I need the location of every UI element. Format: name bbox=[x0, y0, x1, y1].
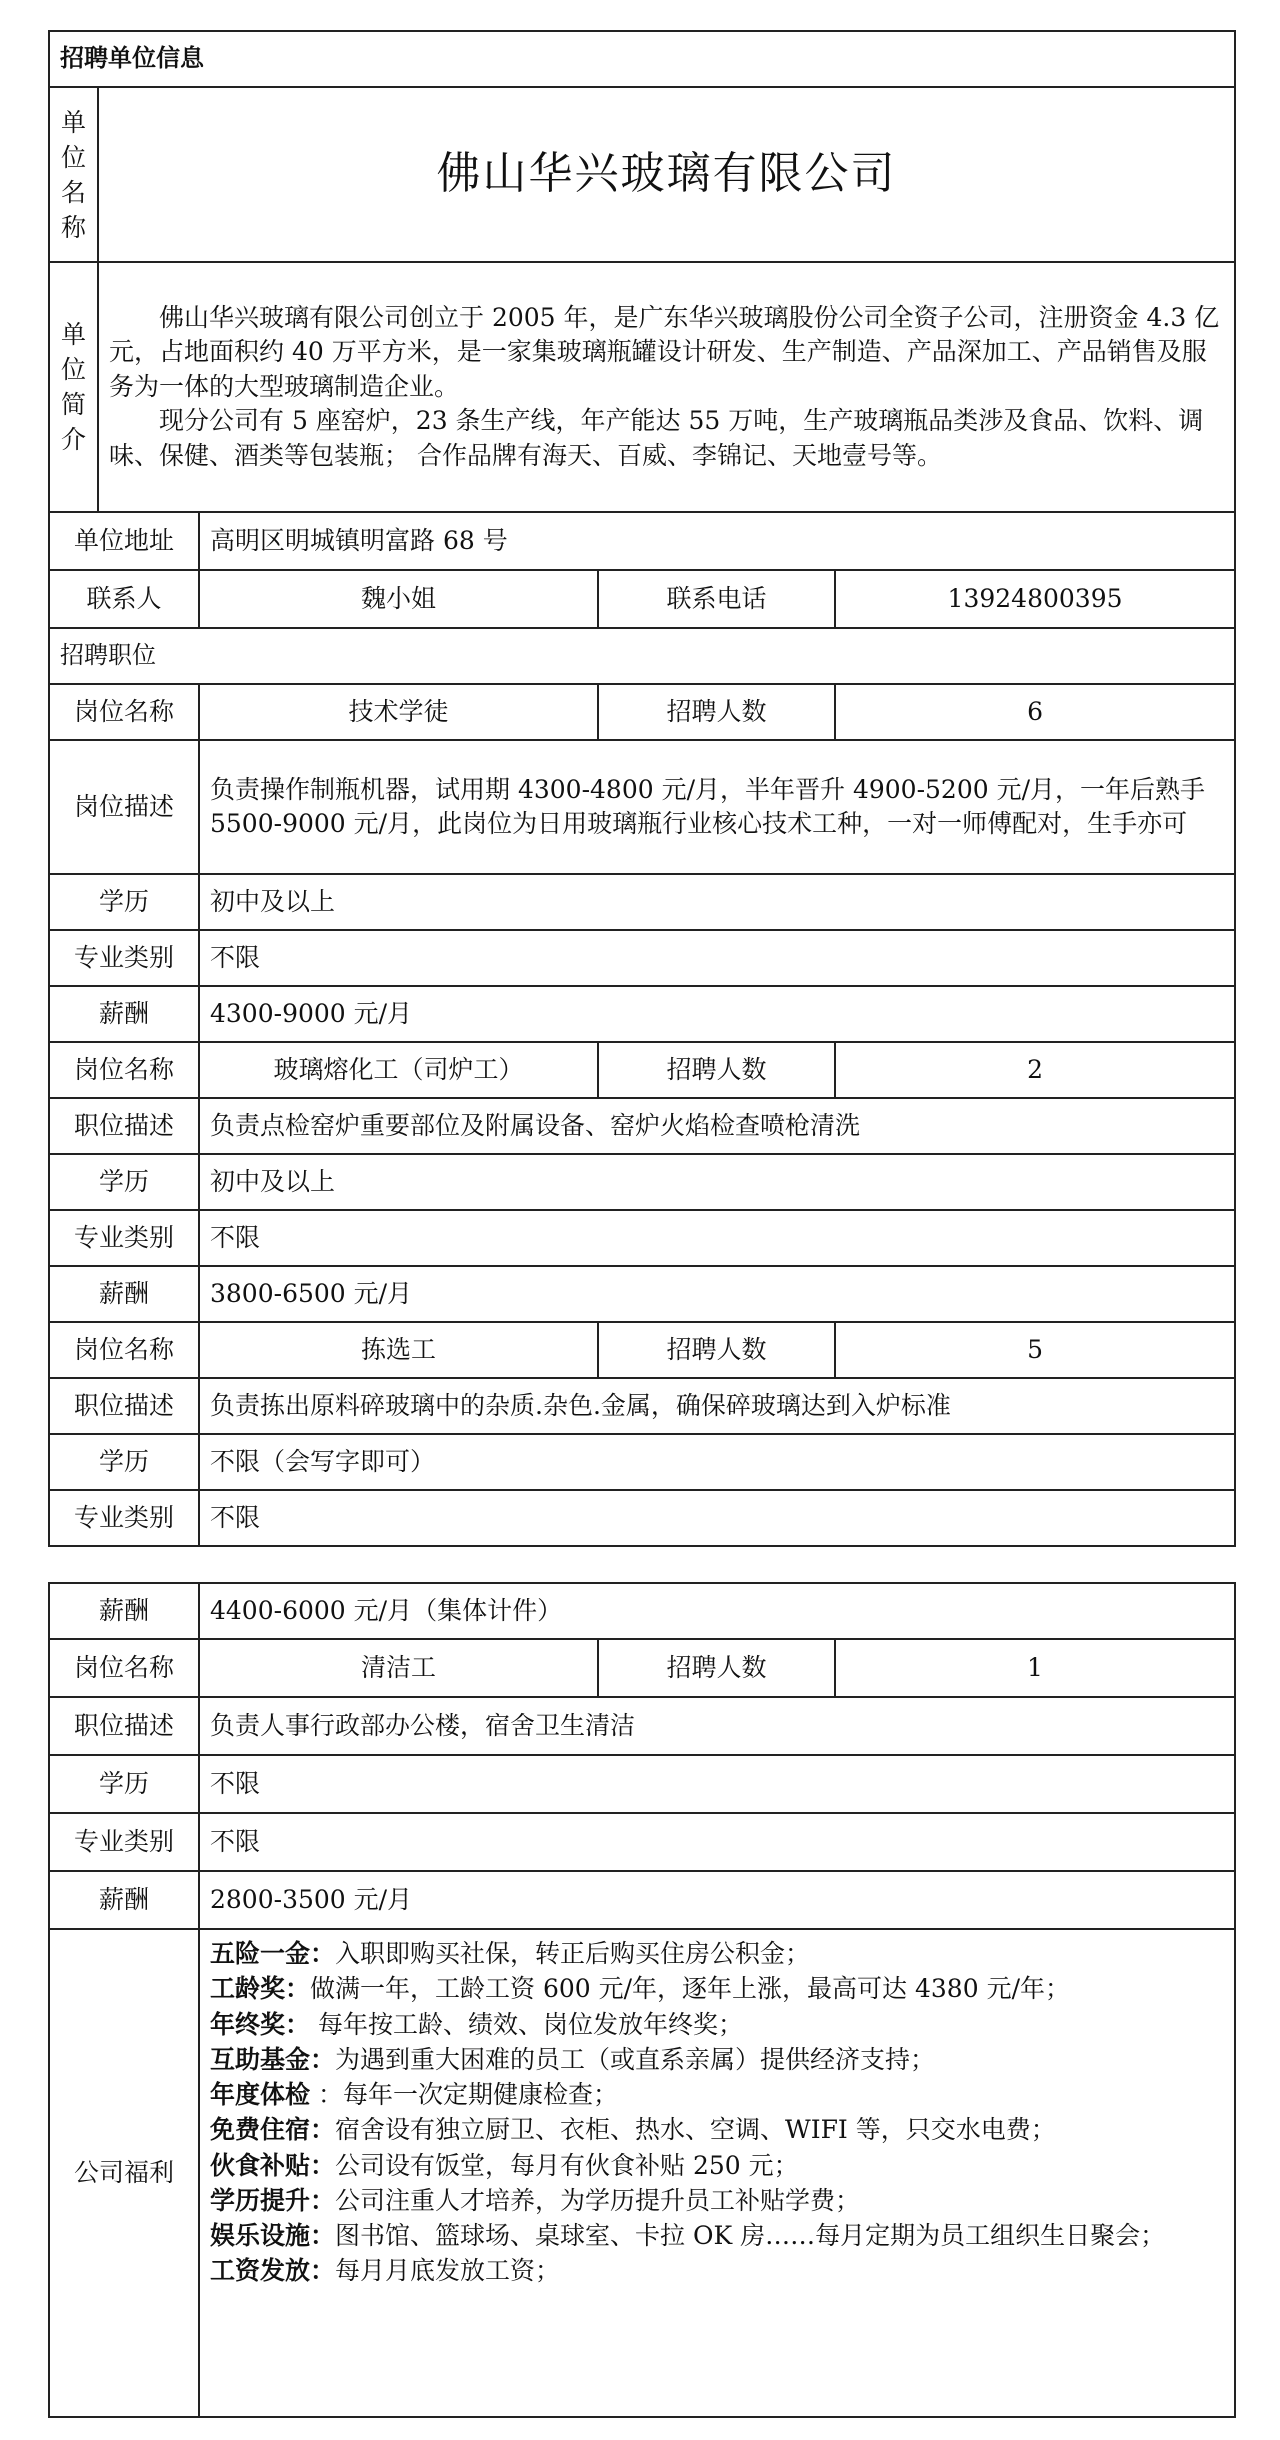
benefits-label: 公司福利 bbox=[49, 1929, 199, 2417]
position-name-value: 技术学徒 bbox=[199, 684, 598, 740]
benefit-item: 学历提升：公司注重人才培养，为学历提升员工补贴学费； bbox=[210, 2185, 861, 2215]
major-value: 不限 bbox=[199, 1210, 1235, 1266]
major-value: 不限 bbox=[199, 1813, 1235, 1871]
major-label: 专业类别 bbox=[49, 930, 199, 986]
education-value: 不限 bbox=[199, 1755, 1235, 1813]
headcount-label: 招聘人数 bbox=[598, 1322, 835, 1378]
education-label: 学历 bbox=[49, 1154, 199, 1210]
address-label: 单位地址 bbox=[49, 512, 199, 570]
education-value: 初中及以上 bbox=[199, 874, 1235, 930]
company-name: 佛山华兴玻璃有限公司 bbox=[98, 87, 1235, 262]
benefits-list bbox=[199, 1929, 1235, 2417]
position-name-label: 岗位名称 bbox=[49, 1639, 199, 1697]
position-name-value: 清洁工 bbox=[199, 1639, 598, 1697]
benefit-item: 伙食补贴：公司设有饭堂，每月有伙食补贴 250 元； bbox=[210, 2150, 799, 2180]
salary-value: 2800-3500 元/月 bbox=[199, 1871, 1235, 1929]
company-intro bbox=[98, 262, 1235, 512]
education-label: 学历 bbox=[49, 874, 199, 930]
salary-value: 4300-9000 元/月 bbox=[199, 986, 1235, 1042]
recruitment-table-page-1 bbox=[48, 30, 1236, 1547]
headcount-label: 招聘人数 bbox=[598, 1639, 835, 1697]
salary-value: 4400-6000 元/月（集体计件） bbox=[199, 1583, 1235, 1639]
job-description-label: 岗位描述 bbox=[49, 740, 199, 874]
major-value: 不限 bbox=[199, 930, 1235, 986]
salary-value: 3800-6500 元/月 bbox=[199, 1266, 1235, 1322]
major-label: 专业类别 bbox=[49, 1490, 199, 1546]
contact-label: 联系人 bbox=[49, 570, 199, 628]
benefit-item: 工龄奖：做满一年，工龄工资 600 元/年，逐年上涨，最高可达 4380 元/年； bbox=[210, 1974, 1070, 2004]
benefit-item: 互助基金：为遇到重大困难的员工（或直系亲属）提供经济支持； bbox=[210, 2044, 936, 2074]
job-description-label: 职位描述 bbox=[49, 1697, 199, 1755]
company-name-label: 单 位 名 称 bbox=[49, 87, 98, 262]
section-title-positions: 招聘职位 bbox=[49, 628, 1235, 684]
phone-label: 联系电话 bbox=[598, 570, 835, 628]
benefit-item: 年度体检 ：每年一次定期健康检查； bbox=[210, 2080, 618, 2109]
headcount-value: 2 bbox=[835, 1042, 1235, 1098]
position-name-value: 玻璃熔化工（司炉工） bbox=[199, 1042, 598, 1098]
education-value: 初中及以上 bbox=[199, 1154, 1235, 1210]
headcount-label: 招聘人数 bbox=[598, 1042, 835, 1098]
section-title-company-info: 招聘单位信息 bbox=[49, 31, 1235, 87]
position-name-label: 岗位名称 bbox=[49, 1042, 199, 1098]
job-description-value: 负责拣出原料碎玻璃中的杂质.杂色.金属，确保碎玻璃达到入炉标准 bbox=[199, 1378, 1235, 1434]
headcount-value: 5 bbox=[835, 1322, 1235, 1378]
education-label: 学历 bbox=[49, 1434, 199, 1490]
job-description-value: 负责点检窑炉重要部位及附属设备、窑炉火焰检查喷枪清洗 bbox=[199, 1098, 1235, 1154]
headcount-label: 招聘人数 bbox=[598, 684, 835, 740]
job-description-label: 职位描述 bbox=[49, 1098, 199, 1154]
benefit-item: 工资发放：每月月底发放工资； bbox=[210, 2256, 561, 2286]
job-description-value: 负责操作制瓶机器，试用期 4300-4800 元/月，半年晋升 4900-5200 元/月，一年后熟手 5500-9000 元/月，此岗位为日用玻璃瓶行业核心技术工种，一对一师傅配对，生手亦可 bbox=[199, 740, 1235, 874]
salary-label: 薪酬 bbox=[49, 986, 199, 1042]
address-value: 高明区明城镇明富路 68 号 bbox=[199, 512, 1235, 570]
position-name-label: 岗位名称 bbox=[49, 684, 199, 740]
major-label: 专业类别 bbox=[49, 1210, 199, 1266]
major-label: 专业类别 bbox=[49, 1813, 199, 1871]
salary-label: 薪酬 bbox=[49, 1266, 199, 1322]
major-value: 不限 bbox=[199, 1490, 1235, 1546]
headcount-value: 1 bbox=[835, 1639, 1235, 1697]
position-name-label: 岗位名称 bbox=[49, 1322, 199, 1378]
recruitment-table-page-2 bbox=[48, 1582, 1236, 2418]
education-value: 不限（会写字即可） bbox=[199, 1434, 1235, 1490]
benefit-item: 五险一金：入职即购买社保，转正后购买住房公积金； bbox=[210, 1939, 811, 1968]
contact-value: 魏小姐 bbox=[199, 570, 598, 628]
benefit-item: 娱乐设施：图书馆、篮球场、桌球室、卡拉 OK 房……每月定期为员工组织生日聚会； bbox=[210, 2221, 1166, 2250]
job-description-value: 负责人事行政部办公楼，宿舍卫生清洁 bbox=[199, 1697, 1235, 1755]
company-intro-label: 单 位 简 介 bbox=[49, 262, 98, 512]
benefit-item: 年终奖： 每年按工龄、绩效、岗位发放年终奖； bbox=[210, 2009, 743, 2039]
education-label: 学历 bbox=[49, 1755, 199, 1813]
intro-paragraph: 佛山华兴玻璃有限公司创立于 2005 年，是广东华兴玻璃股份公司全资子公司，注册资金 4.3 亿元，占地面积约 40 万平方米，是一家集玻璃瓶罐设计研发、生产制造、产品深加工、产品销售及服务为一体的大型玻璃制造企业。 bbox=[109, 302, 1220, 401]
job-description-label: 职位描述 bbox=[49, 1378, 199, 1434]
intro-paragraph: 现分公司有 5 座窑炉，23 条生产线，年产能达 55 万吨，生产玻璃瓶品类涉及食品、饮料、调味、保健、酒类等包装瓶； 合作品牌有海天、百威、李锦记、天地壹号等。 bbox=[109, 406, 1204, 470]
salary-label: 薪酬 bbox=[49, 1583, 199, 1639]
benefit-item: 免费住宿：宿舍设有独立厨卫、衣柜、热水、空调、WIFI 等，只交水电费； bbox=[210, 2115, 1056, 2145]
headcount-value: 6 bbox=[835, 684, 1235, 740]
position-name-value: 拣选工 bbox=[199, 1322, 598, 1378]
phone-value: 13924800395 bbox=[835, 570, 1235, 628]
salary-label: 薪酬 bbox=[49, 1871, 199, 1929]
